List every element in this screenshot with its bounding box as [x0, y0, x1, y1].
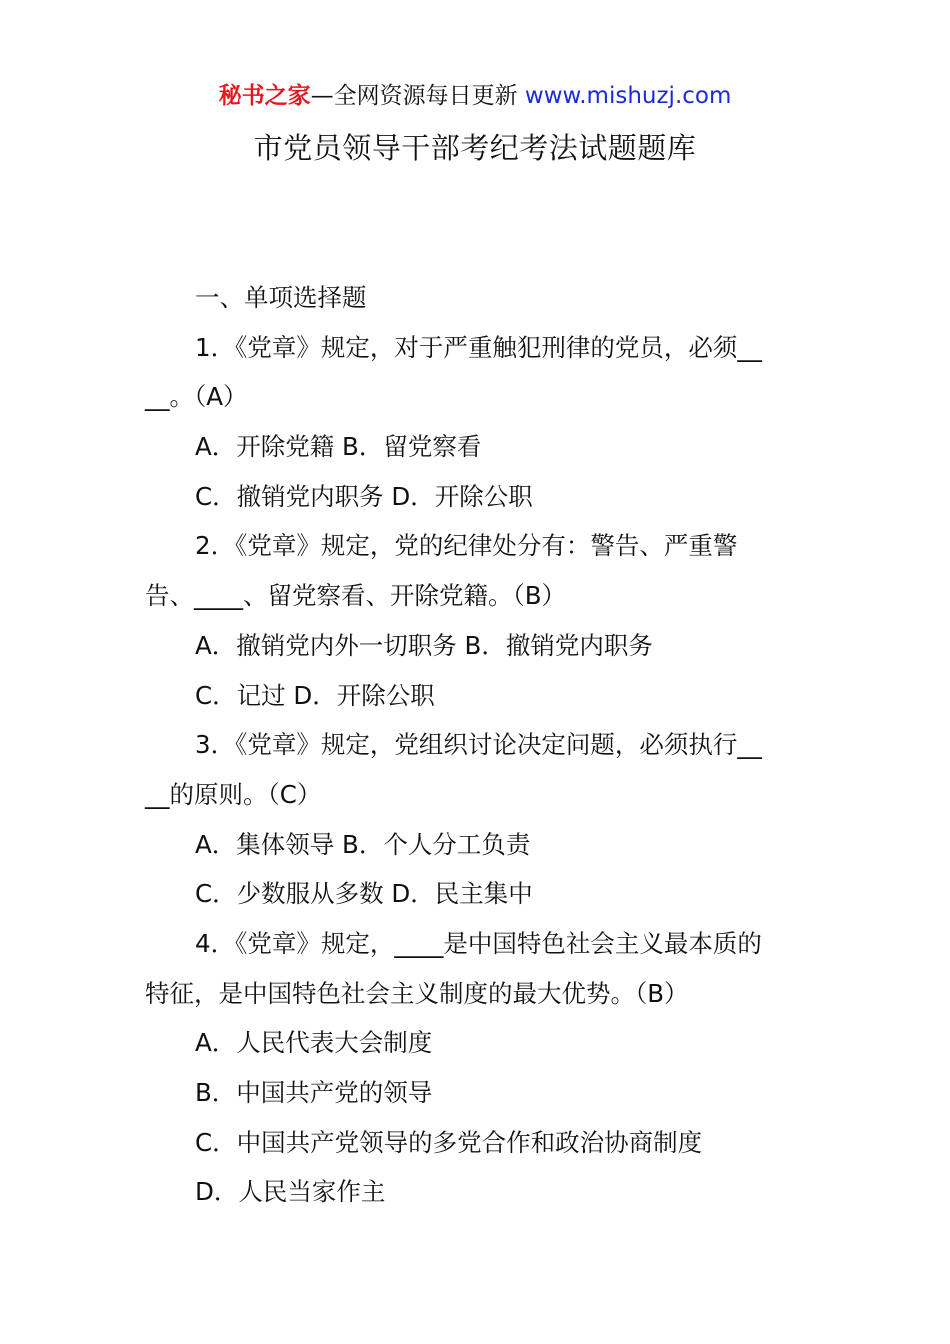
question-1-line-1: 1．《党章》规定，对于严重触犯刑律的党员，必须__ — [195, 332, 762, 362]
document-body — [145, 273, 805, 1217]
question-2-line-1: 2．《党章》规定，党的纪律处分有：警告、严重警 — [195, 531, 738, 561]
question-1-options-cd: C．撤销党内职务 D．开除公职 — [195, 481, 533, 511]
document-title: 市党员领导干部考纪考法试题题库 — [253, 131, 697, 165]
question-4-option-c: C．中国共产党领导的多党合作和政治协商制度 — [195, 1127, 703, 1157]
site-url-link[interactable]: www.mishuzj.com — [524, 83, 732, 109]
section-heading: 一、单项选择题 — [195, 283, 367, 312]
question-2-options-ab: A．撤销党内外一切职务 B．撤销党内职务 — [195, 630, 653, 660]
question-3-options-cd: C．少数服从多数 D．民主集中 — [195, 879, 533, 909]
question-3-options-ab: A．集体领导 B．个人分工负责 — [195, 829, 531, 859]
question-4-line-1: 4．《党章》规定，____是中国特色社会主义最本质的 — [195, 928, 762, 958]
question-4-option-b: B．中国共产党的领导 — [195, 1078, 433, 1107]
question-4-option-a: A．人民代表大会制度 — [195, 1028, 433, 1058]
question-2-line-2: 告、____、留党察看、开除党籍。（B） — [145, 581, 567, 611]
site-header — [0, 78, 950, 114]
question-1-line-2: __。（A） — [145, 382, 248, 412]
question-4-line-2: 特征，是中国特色社会主义制度的最大优势。（B） — [145, 978, 689, 1008]
question-3-line-1: 3．《党章》规定，党组织讨论决定问题，必须执行__ — [195, 730, 762, 760]
header-tagline: —全网资源每日更新 — [310, 83, 525, 109]
brand-name: 秘书之家 — [218, 83, 311, 109]
question-4-option-d: D．人民当家作主 — [195, 1177, 386, 1207]
question-2-options-cd: C．记过 D．开除公职 — [195, 680, 435, 710]
question-1-options-ab: A．开除党籍 B．留党察看 — [195, 432, 482, 462]
question-3-line-2: __的原则。（C） — [145, 779, 322, 809]
